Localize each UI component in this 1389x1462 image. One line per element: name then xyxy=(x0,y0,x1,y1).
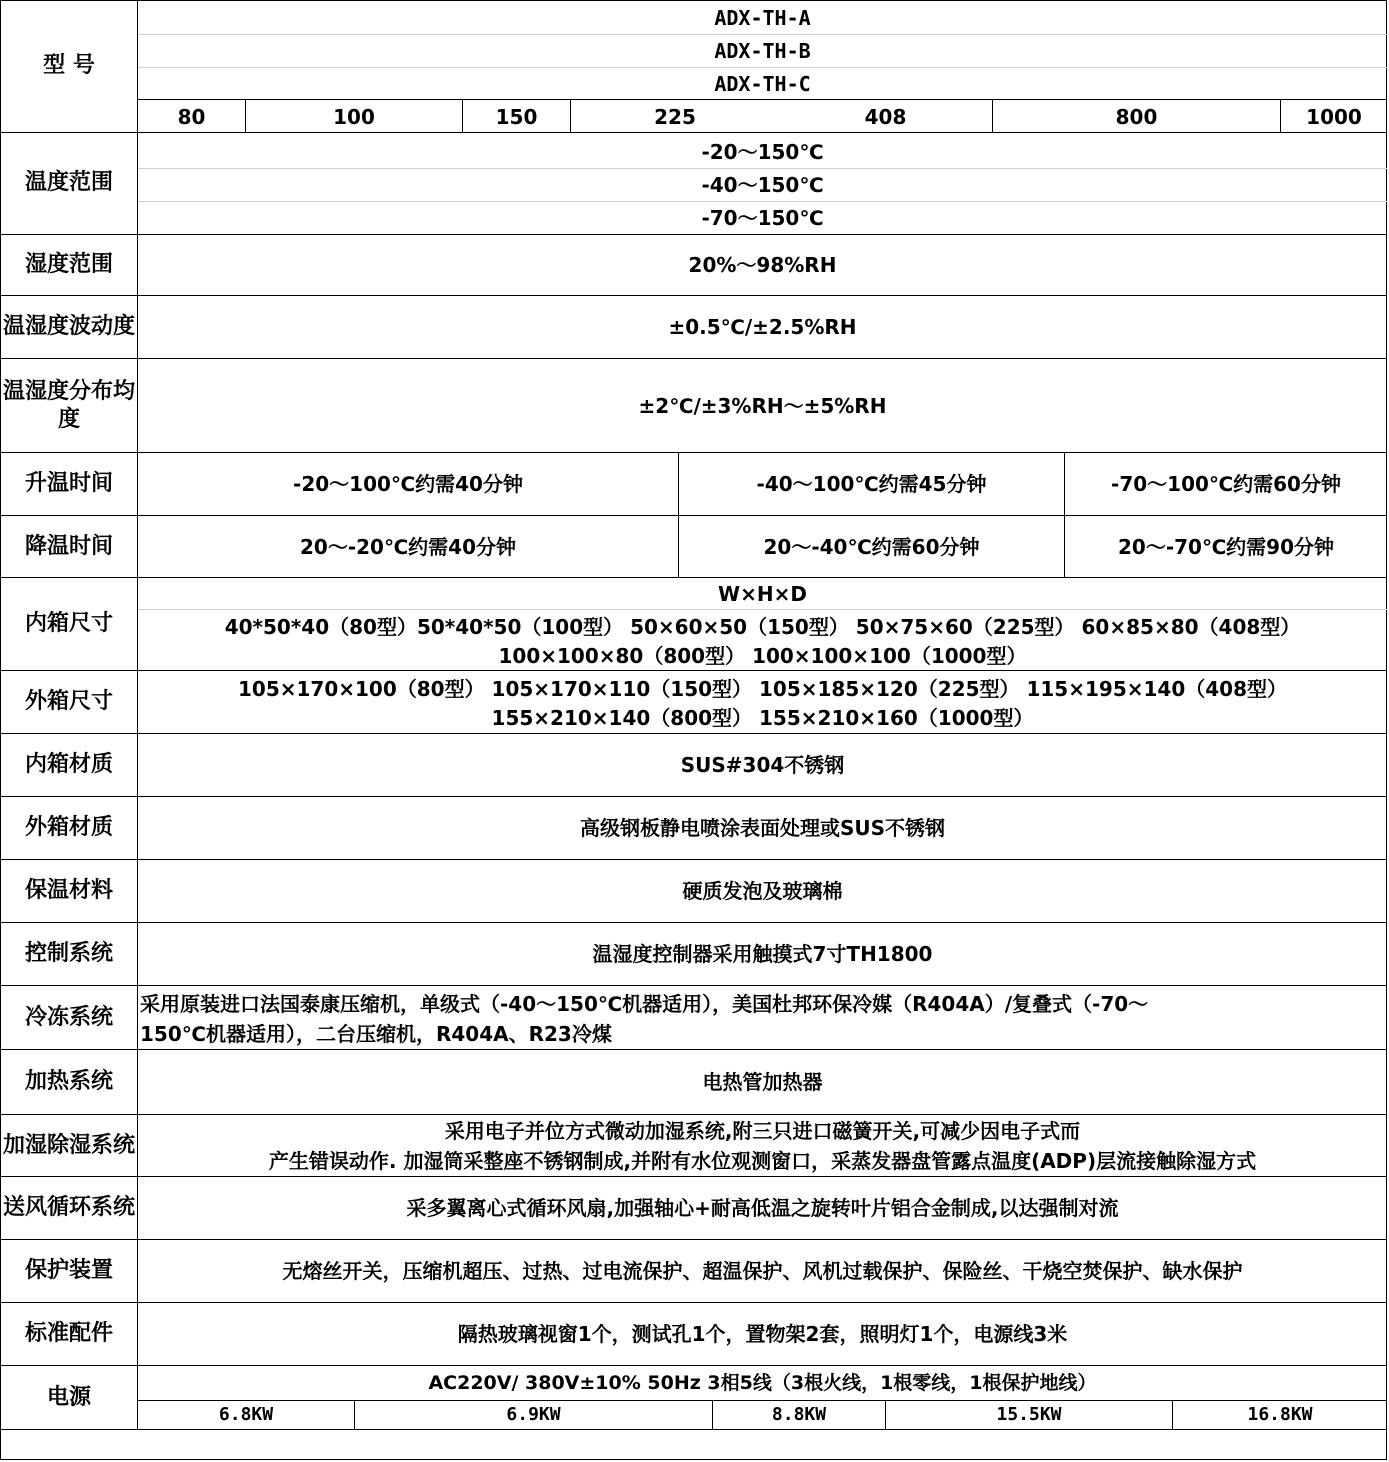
humidify-line2: 产生错误动作. 加湿筒采整座不锈钢制成,并附有水位观测窗口，采蒸发器盘管露点温度(ADP)层流接触除湿方式 xyxy=(268,1148,1257,1173)
row-label-heat-time: 升温时间 xyxy=(24,471,113,496)
row-label-protection: 保护装置 xyxy=(24,1258,113,1283)
heat-time-b: -40～100℃约需45分钟 xyxy=(756,472,987,496)
power-rating-c: 8.8KW xyxy=(771,1404,827,1425)
size-1000: 1000 xyxy=(1306,104,1362,129)
temp-range-b: -40～150℃ xyxy=(701,173,824,197)
insulation-value: 硬质发泡及玻璃棉 xyxy=(682,879,843,903)
row-label-control: 控制系统 xyxy=(24,941,113,966)
outer-size-line1: 105×170×100（80型） 105×170×110（150型） 105×185×120（225型） 115×195×140（408型） xyxy=(237,677,1287,701)
row-divider xyxy=(0,132,1387,133)
humidify-line1: 采用电子并位方式微动加湿系统,附三只进口磁簧开关,可减少因电子式而 xyxy=(444,1118,1081,1143)
row-divider xyxy=(0,1114,1387,1115)
air-value: 采多翼离心式循环风扇,加强轴心+耐高低温之旋转叶片铝合金制成,以达强制对流 xyxy=(406,1196,1119,1220)
row-label-inner-material: 内箱材质 xyxy=(24,752,113,777)
temp-range-a: -20～150℃ xyxy=(701,140,824,164)
power-rating-e: 16.8KW xyxy=(1247,1404,1313,1425)
row-divider xyxy=(0,1365,1387,1366)
row-label-air: 送风循环系统 xyxy=(3,1195,136,1220)
row-label-cool-time: 降温时间 xyxy=(24,533,113,559)
outer-size-line2: 155×210×140（800型） 155×210×160（1000型） xyxy=(491,706,1034,730)
model-name-c: ADX-TH-C xyxy=(714,72,811,96)
power-line: AC220V/ 380V±10% 50Hz 3相5线（3根火线，1根零线，1根保护地线） xyxy=(428,1372,1097,1394)
size-408: 408 xyxy=(864,104,907,129)
heat-time-c: -70～100℃约需60分钟 xyxy=(1111,472,1341,496)
inner-size-line1: 40*50*40（80型）50*40*50（100型） 50×60×50（150型） 50×75×60（225型） 60×85×80（408型） xyxy=(224,615,1301,639)
divider xyxy=(138,609,1387,610)
fluctuation-value: ±0.5℃/±2.5%RH xyxy=(668,315,857,339)
row-divider xyxy=(0,985,1387,986)
accessories-value: 隔热玻璃视窗1个，测试孔1个，置物架2套，照明灯1个，电源线3米 xyxy=(457,1322,1068,1346)
power-rating-d: 15.5KW xyxy=(996,1404,1062,1425)
humidity-range-value: 20%～98%RH xyxy=(688,253,837,277)
row-label-outer-material: 外箱材质 xyxy=(24,815,113,840)
control-value: 温湿度控制器采用触摸式7寸TH1800 xyxy=(592,942,933,966)
row-label-uniformity: 温湿度分布均度 xyxy=(3,378,136,432)
cool-time-b: 20～-40℃约需60分钟 xyxy=(763,534,980,559)
temp-range-c: -70～150℃ xyxy=(701,205,824,230)
row-label-humidify: 加湿除湿系统 xyxy=(3,1132,136,1158)
row-label-fluctuation: 温湿度波动度 xyxy=(3,314,136,339)
row-divider xyxy=(0,670,1387,671)
power-rating-a: 6.8KW xyxy=(218,1404,274,1425)
heat-time-a: -20～100℃约需40分钟 xyxy=(293,472,523,496)
row-label-accessories: 标准配件 xyxy=(24,1321,113,1346)
row-divider xyxy=(138,99,1387,100)
row-divider xyxy=(0,1429,1387,1430)
heating-value: 电热管加热器 xyxy=(702,1070,823,1094)
protection-value: 无熔丝开关，压缩机超压、过热、过电流保护、超温保护、风机过载保护、保险丝、干烧空焚保护、缺水保护 xyxy=(282,1259,1243,1283)
model-name-a: ADX-TH-A xyxy=(714,6,811,30)
power-rating-b: 6.9KW xyxy=(506,1404,561,1425)
size-800: 800 xyxy=(1115,104,1158,129)
row-label-power: 电源 xyxy=(46,1384,91,1410)
inner-size-header: W×H×D xyxy=(718,582,807,606)
refrigeration-line1: 采用原装进口法国泰康压缩机，单级式（-40～150℃机器适用），美国杜邦环保冷媒（R404A）/复叠式（-70～ xyxy=(140,992,1149,1016)
row-divider xyxy=(0,577,1387,578)
row-label-insulation: 保温材料 xyxy=(24,878,113,903)
row-label-outer-size: 外箱尺寸 xyxy=(24,689,113,714)
model-name-b: ADX-TH-B xyxy=(714,39,811,63)
row-label-heating: 加热系统 xyxy=(24,1069,113,1094)
inner-material-value: SUS#304不锈钢 xyxy=(680,753,845,777)
inner-size-line2: 100×100×80（800型） 100×100×100（1000型） xyxy=(498,644,1027,668)
row-label-inner-size: 内箱尺寸 xyxy=(24,611,113,636)
uniformity-value: ±2℃/±3%RH～±5%RH xyxy=(638,393,887,418)
row-label-humidity-range: 湿度范围 xyxy=(24,252,113,277)
size-100: 100 xyxy=(333,104,375,129)
outer-material-value: 高级钢板静电喷涂表面处理或SUS不锈钢 xyxy=(579,816,946,840)
cool-time-a: 20～-20℃约需40分钟 xyxy=(299,534,516,559)
row-label-refrigeration: 冷冻系统 xyxy=(24,1004,113,1030)
size-225: 225 xyxy=(654,104,696,129)
size-150: 150 xyxy=(495,104,538,129)
row-label-model: 型 号 xyxy=(43,52,95,78)
row-label-temp-range: 温度范围 xyxy=(24,170,113,195)
refrigeration-line2: 150℃机器适用），二台压缩机，R404A、R23冷煤 xyxy=(140,1021,612,1046)
cool-time-c: 20～-70℃约需90分钟 xyxy=(1117,534,1334,559)
size-80: 80 xyxy=(177,104,206,129)
